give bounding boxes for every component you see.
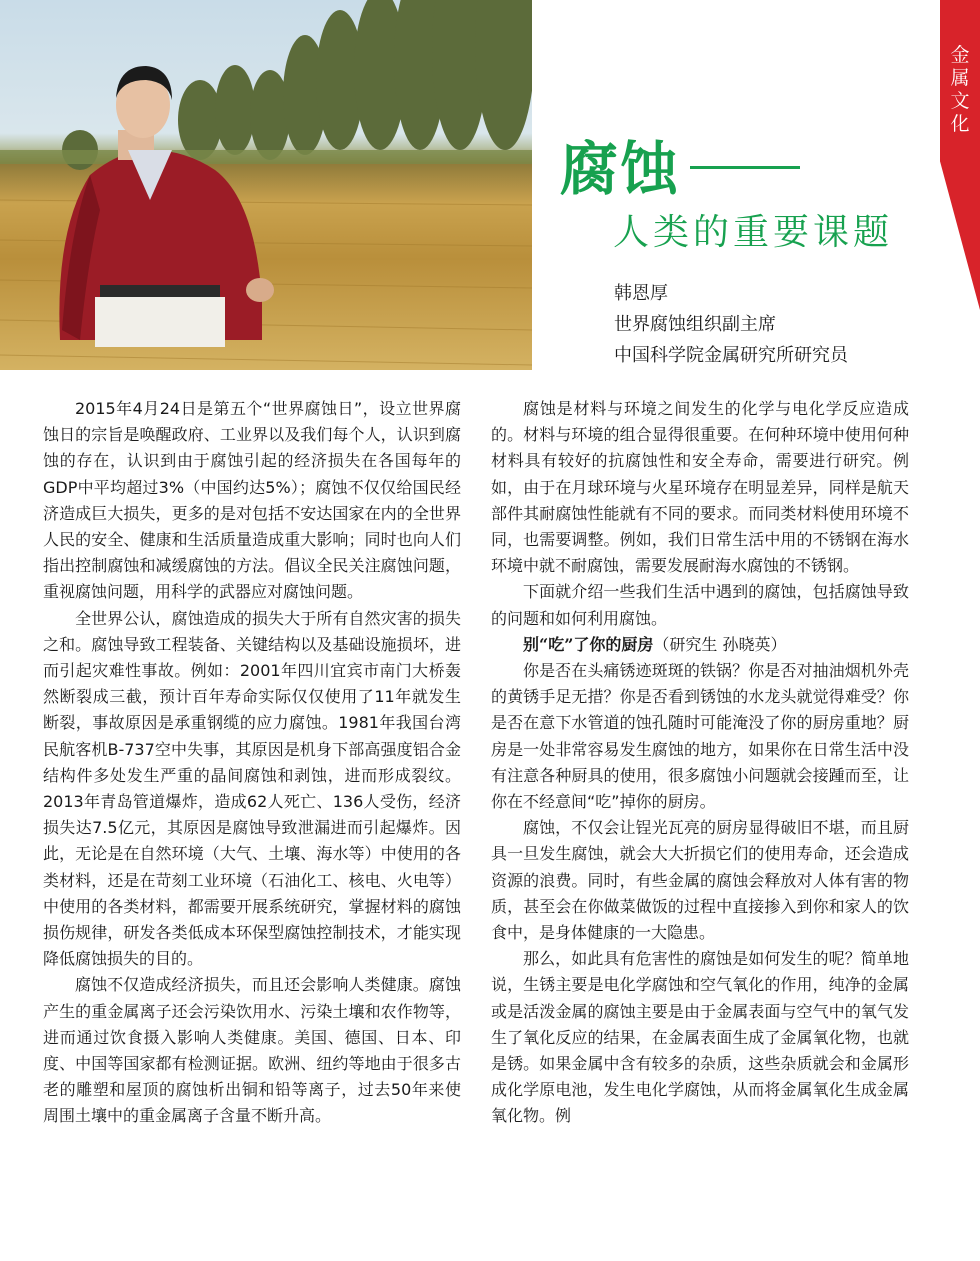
section-tab-label: 金属文化 [950,44,970,135]
paragraph: 全世界公认，腐蚀造成的损失大于所有自然灾害的损失之和。腐蚀导致工程装备、关键结构以及基础设施损坏，进而引起灾难性事故。例如：2001年四川宜宾市南门大桥轰然断裂成三截，预计百年寿命实际仅仅使用了11年就发生断裂，事故原因是承重钢缆的应力腐蚀。1981年我国台湾民航客机B-737空中失事，其原因是机身下部高强度铝合金结构件多处发生严重的晶间腐蚀和剥蚀，进而形成裂纹。2013年青岛管道爆炸，造成62人死亡、136人受伤，经济损失达7.5亿元，其原因是腐蚀导致泄漏进而引起爆炸。因此，无论是在自然环境（大气、土壤、海水等）中使用的各类材料，还是在苛刻工业环境（石油化工、核电、火电等）中使用的各类材料，都需要开展系统研究，掌握材料的腐蚀损伤规律，研发各类低成本环保型腐蚀控制技术，才能实现降低腐蚀损失的目的。 [43,608,461,969]
paragraph: 腐蚀不仅造成经济损失，而且还会影响人类健康。腐蚀产生的重金属离子还会污染饮用水、污染土壤和农作物等，进而通过饮食摄入影响人类健康。美国、德国、日本、印度、中国等国家都有检测证据。欧洲、纽约等地由于很多古老的雕塑和屋顶的腐蚀析出铜和铅等离子，过去50年来使周围土壤中的重金属离子含量不断升高。 [43,975,461,1126]
subheading-title: 别“吃”了你的厨房 [523,634,654,654]
right-column [491,396,909,1130]
author-role-1: 世界腐蚀组织副主席 [614,314,776,335]
author-role-2: 中国科学院金属研究所研究员 [614,345,848,366]
left-column [43,396,461,1130]
title-dash [690,166,800,169]
article-title: 腐蚀 [560,135,681,203]
paragraph: 下面就介绍一些我们生活中遇到的腐蚀，包括腐蚀导致的问题和如何利用腐蚀。 [491,582,909,628]
paragraph: 你是否在头痛锈迹斑斑的铁锅？你是否对抽油烟机外壳的黄锈手足无措？你是否看到锈蚀的水龙头就觉得难受？你是否在意下水管道的蚀孔随时可能淹没了你的厨房重地？厨房是一处非常容易发生腐蚀的地方，如果你在日常生活中没有注意各种厨具的使用，很多腐蚀小问题就会接踵而至，让你在不经意间“吃”掉你的厨房。 [491,661,909,812]
paragraph: 腐蚀，不仅会让锃光瓦亮的厨房显得破旧不堪，而且厨具一旦发生腐蚀，就会大大折损它们的使用寿命，还会造成资源的浪费。同时，有些金属的腐蚀会释放对人体有害的物质，甚至会在你做菜做饭的过程中直接掺入到你和家人的饮食中，是身体健康的一大隐患。 [491,818,909,943]
paragraph: 2015年4月24日是第五个“世界腐蚀日”，设立世界腐蚀日的宗旨是唤醒政府、工业界以及我们每个人，认识到腐蚀的存在，认识到由于腐蚀引起的经济损失在各国每年的GDP中平均超过3%（中国约达5%）；腐蚀不仅仅给国民经济造成巨大损失，更多的是对包括不安达国家在内的全世界人民的安全、健康和生活质量造成重大影响；同时也向人们指出控制腐蚀和减缓腐蚀的方法。倡议全民关注腐蚀问题，重视腐蚀问题，用科学的武器应对腐蚀问题。 [43,399,461,602]
section-subheading [491,632,909,658]
header-photo [0,0,532,370]
subheading-note: （研究生 孙晓英） [653,634,787,654]
article-subtitle: 人类的重要课题 [613,212,894,253]
author-block [614,278,848,371]
author-name: 韩恩厚 [614,283,668,304]
paragraph: 腐蚀是材料与环境之间发生的化学与电化学反应造成的。材料与环境的组合显得很重要。在何种环境中使用何种材料具有较好的抗腐蚀性和安全寿命，需要进行研究。例如，由于在月球环境与火星环境存在明显差异，同样是航天部件其耐腐蚀性能就有不同的要求。而同类材料使用环境不同，也需要调整。例如，我们日常生活中用的不锈钢在海水环境中就不耐腐蚀，需要发展耐海水腐蚀的不锈钢。 [491,399,909,576]
rice-field-illustration [0,0,532,370]
paragraph: 那么，如此具有危害性的腐蚀是如何发生的呢？简单地说，生锈主要是电化学腐蚀和空气氧化的作用，纯净的金属或是活泼金属的腐蚀主要是由于金属表面与空气中的氧气发生了氧化反应的结果，在金属表面生成了金属氧化物，也就是锈。如果金属中含有较多的杂质，这些杂质就会和金属形成化学原电池，发生电化学腐蚀，从而将金属氧化生成金属氧化物。例 [491,949,909,1126]
